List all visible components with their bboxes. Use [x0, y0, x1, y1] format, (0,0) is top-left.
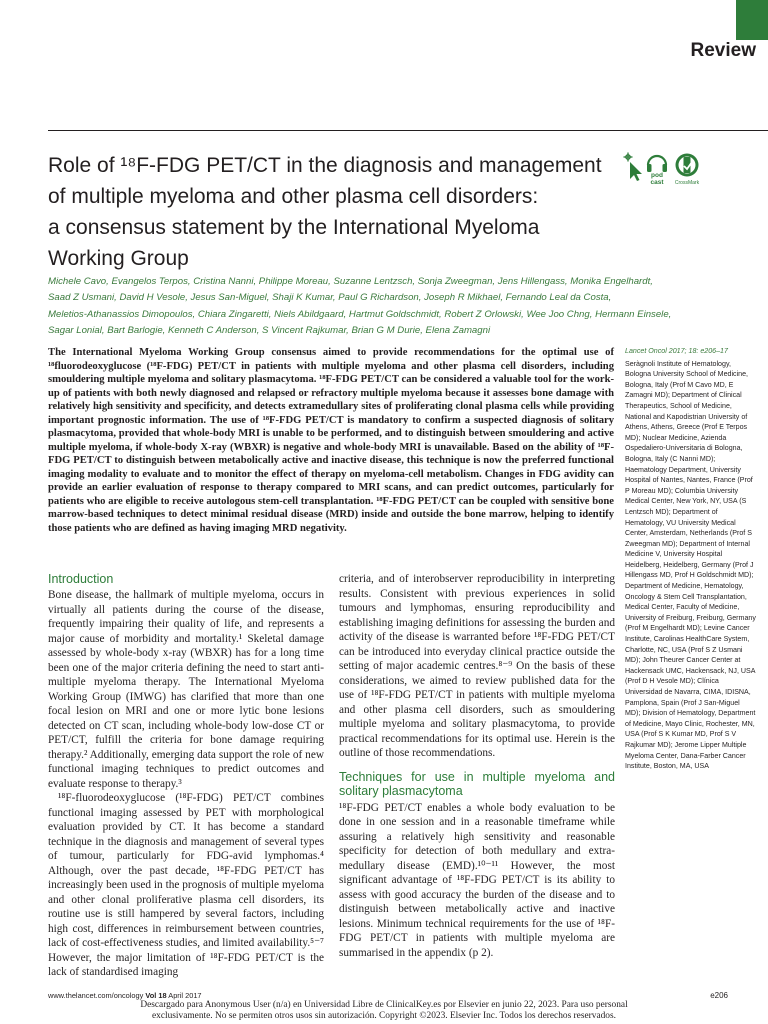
svg-text:CrossMark: CrossMark: [674, 180, 700, 186]
section-heading-introduction: Introduction: [48, 572, 114, 586]
author-line: Meletios-Athanassios Dimopoulos, Chiara Zingaretti, Niels Abildgaard, Hartmut Goldschmidt, Robert Z Orlowski, Wee Joo Chng, Hermann Einsele,: [48, 308, 672, 320]
body-paragraph: criteria, and of interobserver reproducibility in interpreting results. Consistent with previous experiences in solid tumours and lymphomas, ensuring reproducibility and establishing imaging definitions for assessing the burden and activity of the disease is warranted before ¹⁸F-FDG PET/CT can be introduced into everyday clinical practice outside the setting of major academic centres.⁸⁻⁹ On the basis of these considerations, we aimed to review published data for the use of ¹⁸F-FDG PET/CT in patients with multiple myeloma and other plasma cell disorders, such as smouldering multiple myeloma and solitary plasmacytoma, to provide practical recommendations for its optimal use. Herein is the outline of those recommendations.: [339, 573, 615, 759]
body-paragraph: ¹⁸F-fluorodeoxyglucose (¹⁸F-FDG) PET/CT combines functional imaging assessed by PET with morphological evaluation provided by CT. It has become a standard technique in the diagnosis and management of several types of tumour, particularly for FDG-avid lymphomas.⁴ Although, over the past decade, ¹⁸F-FDG PET/CT has increasingly been used in the prognosis of multiple myeloma and other clonal proliferative plasma cell disorders, its routine use is still hampered by several factors, including high cost, differences in reimbursement between countries, lack of cost-effectiveness studies, and limited availability.⁵⁻⁷ However, the major limitation of ¹⁸F-FDG PET/CT is the lack of standardised imaging: [48, 792, 324, 978]
body-column-right: [339, 572, 615, 960]
author-line: Michele Cavo, Evangelos Terpos, Cristina Nanni, Philippe Moreau, Suzanne Lentzsch, Sonja Zweegman, Jens Hillengass, Monika Engelhardt,: [48, 276, 653, 287]
title-line: Role of ¹⁸F-FDG PET/CT in the diagnosis and management: [48, 154, 602, 177]
disclaimer-line: exclusivamente. No se permiten otros usos sin autorización. Copyright ©2023. Elsevier Inc. Todos los derechos reservados.: [151, 1010, 616, 1021]
body-paragraph: ¹⁸F-FDG PET/CT enables a whole body evaluation to be done in one session and in a reasonable timeframe while assuring a relatively high sensitivity and reasonable specificity for detection of both medullary and extra-medullary disease (EMD).¹⁰⁻¹¹ However, the most significant advantage of ¹⁸F-FDG PET/CT is its ability to assess with good accuracy the burden of the disease and to distinguish between metabolically active and inactive lesions. Minimum technical requirements for the use of ¹⁸F-FDG PET/CT in patients with multiple myeloma are summarised in the appendix (p 2).: [339, 801, 615, 959]
journal-citation: Lancet Oncol 2017; 18: e206–17: [625, 347, 728, 355]
page-number: e206: [710, 991, 728, 1000]
footer-volume: Vol 18: [145, 991, 167, 1000]
footer-site-link[interactable]: www.thelancet.com/oncology: [48, 991, 144, 1000]
download-disclaimer: [0, 1000, 768, 1021]
abstract: The International Myeloma Working Group consensus aimed to provide recommendations for the optimal use of ¹⁸fluorodeoxyglucose (¹⁸F-FDG) PET/CT in patients with multiple myeloma and other plasma cell disorders, including smouldering multiple myeloma and solitary plasmacytoma. ¹⁸F-FDG PET/CT can be considered a valuable tool for the work-up of patients with both newly diagnosed and relapsed or refractory multiple myeloma because it assesses bone damage with relatively high sensitivity and specificity, and detects extramedullary sites of proliferating clonal plasma cells while providing important prognostic information. The use of ¹⁸F-FDG PET/CT is mandatory to confirm a suspected diagnosis of solitary plasmacytoma, provided that whole-body MRI is unable to be performed, and to distinguish between smouldering and active multiple myeloma, if whole-body X-ray (WBXR) is negative and whole-body MRI is unavailable. Based on the ability of ¹⁸F-FDG PET/CT to distinguish between metabolically active and inactive disease, this technique is now the preferred functional imaging modality to evaluate and to monitor the effect of therapy on myeloma-cell metabolism. Changes in FDG avidity can provide an earlier evaluation of response to therapy compared to MRI scans, and can predict outcomes, particularly for patients who are eligible to receive autologous stem-cell transplantation. ¹⁸F-FDG PET/CT can be coupled with sensitive bone marrow-based techniques to detect minimal residual disease (MRD) inside and outside the bone marrow, helping to identify those patients who are defined as having imaging MRD negativity.: [48, 347, 614, 534]
section-heading-techniques: Techniques for use in multiple myeloma and solitary plasmacytoma: [339, 769, 615, 798]
cursor-icon[interactable]: [622, 152, 644, 182]
author-list: [48, 274, 728, 339]
footer-date: April 2017: [168, 991, 202, 1000]
author-line: Saad Z Usmani, David H Vesole, Jesus San-Miguel, Shaji K Kumar, Paul G Richardson, Joseph R Mikhael, Fernando Leal da Costa,: [48, 292, 612, 304]
svg-text:cast: cast: [650, 179, 664, 186]
article-title: [48, 150, 628, 274]
article-badges: [620, 150, 730, 190]
section-label: Review: [690, 40, 756, 61]
section-color-tab: [736, 0, 768, 40]
affiliations-text: Seràgnoli Institute of Hematology, Bologna University School of Medicine, Bologna, Italy (Prof M Cavo MD, E Zamagni MD); Department of Clinical Therapeutics, School of Medicine, National and Kapodistrian University of Athens, Athens, Greece (Prof E Terpos MD); Nuclear Medicine, Azienda Ospedaliero-Universitaria di Bologna, Bologna, Italy (C Nanni MD); Haematology Department, University Hospital of Nantes, Nantes, France (Prof P Moreau MD); Columbia University Medical Center, New York, NY, USA (S Lentzsch MD); Department of Hematology, VU University Medical Center, Amsterdam, Netherlands (Prof S Zweegman MD); Department of Internal Medicine V, University Hospital Heidelberg, Heidelberg, Germany (Prof J Hillengass MD, Prof H Goldschmidt MD); Department of Medicine, Hematology, Oncology & Stem Cell Transplantation, Medical Center, Faculty of Medicine, University of Freiburg, Freiburg, Germany (Prof M Engelhardt MD); Levine Cancer Institute, Carolinas HealthCare System, Charlotte, NC, USA (Prof S Z Usmani MD); John Theurer Cancer Center at Hackensack UMC, Hackensack, NJ, USA (Prof D H Vesole MD); Clínica Universidad de Navarra, CIMA, IDISNA, Pamplona, Spain (Prof J San-Miguel MD); Division of Hematology, Department of Medicine, Mayo Clinic, Rochester, MN, USA (Prof S K Kumar MD, Prof S V Rajkumar MD); Jerome Lipper Multiple Myeloma Center, Dana-Farber Cancer Institute, Boston, MA, USA: [625, 359, 756, 771]
disclaimer-line: Descargado para Anonymous User (n/a) en Universidad Libre de ClinicalKey.es por Elsevier en junio 22, 2023. Para uso personal: [140, 1000, 628, 1010]
body-paragraph: Bone disease, the hallmark of multiple myeloma, occurs in virtually all patients during the course of the disease, frequently impairing their quality of life, and represents a major cause of morbidity and mortality.¹ Skeletal damage assessed by whole-body x-ray (WBXR) has for a long time been one of the major criteria defining the need to start anti-multiple myeloma therapy. The International Myeloma Working Group (IMWG) has clarified that more than one focal lesion on MRI and one or more lytic bone lesions detected on CT scan, including whole-body low-dose CT or PET/CT, fulfill the criteria for bone damage requiring therapy.² Additionally, emerging data support the role of new functional imaging techniques to predict outcomes and evaluate response to therapy.³: [48, 589, 324, 790]
footer-journal-info: [48, 991, 202, 1000]
svg-text:pod: pod: [651, 172, 663, 179]
header-rule: [48, 130, 768, 131]
crossmark-icon[interactable]: [672, 152, 702, 186]
sidebar-affiliations: [625, 346, 757, 772]
body-column-left: [48, 572, 324, 980]
title-line: a consensus statement by the International Myeloma: [48, 216, 540, 239]
author-line: Sagar Lonial, Bart Barlogie, Kenneth C Anderson, S Vincent Rajkumar, Brian G M Durie, Elena Zamagni: [48, 324, 491, 336]
title-line: Working Group: [48, 247, 189, 270]
title-line: of multiple myeloma and other plasma cell disorders:: [48, 185, 539, 208]
podcast-icon[interactable]: [646, 154, 668, 186]
